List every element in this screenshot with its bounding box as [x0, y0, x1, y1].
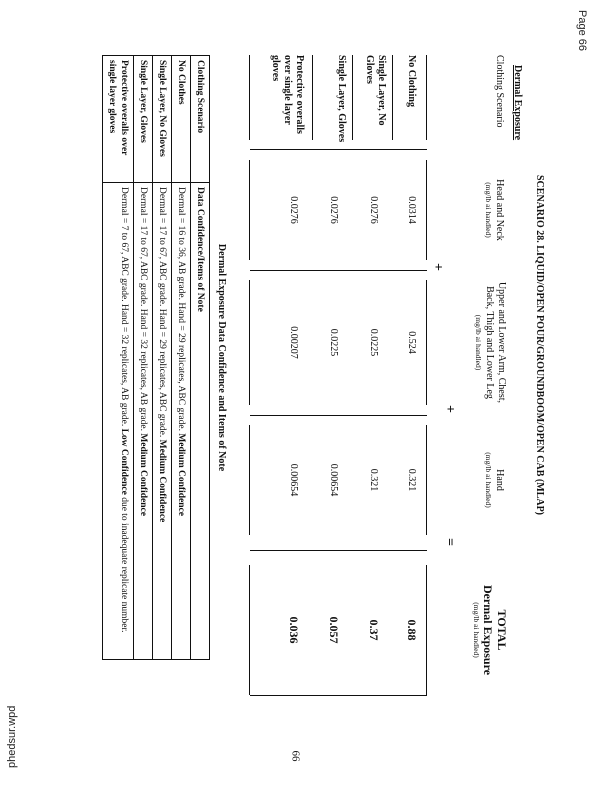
row-label-no-clothing: No Clothing — [406, 55, 417, 107]
value-upper: 0.524 — [406, 331, 417, 354]
value-hand: 0.00654 — [328, 463, 339, 497]
col-total-header: TOTAL Dermal Exposure (mg/lb ai handled) — [472, 584, 509, 676]
scenario-cell: Single Layer, Gloves — [134, 56, 153, 183]
page-number-side: Page 66 — [576, 10, 588, 51]
table-row — [172, 56, 191, 660]
value-head-neck: 0.0276 — [288, 196, 299, 224]
confidence-table — [102, 55, 210, 660]
confidence-cell: Dermal = 17 to 67, ABC grade. Hand = 29 replicates, ABC grade. Medium Confidence — [153, 183, 172, 660]
table-row — [153, 56, 172, 660]
table-row — [103, 56, 134, 660]
confidence-cell: Dermal = 7 to 67, ABC grade. Hand = 32 replicates, AB grade. Low Confidence due to inadequate replicate number. — [103, 183, 134, 660]
col-scenario-header: Clothing Scenario — [494, 55, 505, 128]
value-head-neck: 0.0314 — [406, 196, 417, 224]
plus-operator: + — [442, 405, 457, 413]
value-head-neck: 0.0276 — [368, 196, 379, 224]
col-upper-header: Upper and Lower Arm, Chest, Back, Thigh and Lower Leg (mg/lb ai handled) — [474, 281, 507, 404]
value-total: 0.88 — [405, 619, 419, 641]
confidence-cell: Dermal = 17 to 67, ABC grade. Hand = 32 replicates, AB grade. Medium Confidence — [134, 183, 153, 660]
value-head-neck: 0.0276 — [328, 196, 339, 224]
dermal-exposure-label: Dermal Exposure — [512, 65, 523, 141]
value-hand: 0.321 — [406, 468, 417, 492]
table-row — [134, 56, 153, 660]
confidence-title: Dermal Exposure Data Confidence and Items of Note — [216, 243, 227, 472]
value-total: 0.057 — [327, 616, 341, 644]
equals-operator: = — [442, 538, 457, 546]
page-title: SCENARIO 28. LIQUID/OPEN POUR/GROUNDBOOM/OPEN CAB (MLAP) — [534, 175, 545, 516]
rotated-page-content — [75, 45, 545, 735]
col-hand-header: Hand (mg/lb ai handled) — [484, 452, 505, 508]
plus-operator: + — [430, 263, 445, 271]
scenario-cell: No Clothes — [172, 56, 191, 183]
row-label-single-layer-no-gloves: Single Layer, No Gloves — [364, 55, 387, 126]
value-hand: 0.321 — [368, 468, 379, 492]
value-hand: 0.00654 — [288, 463, 299, 497]
page-footer: 66 — [289, 750, 302, 762]
scenario-cell: Protective overalls over single layer gloves — [103, 56, 134, 183]
table-header-row — [191, 56, 210, 660]
scenario-cell: Single Layer, No Gloves — [153, 56, 172, 183]
value-upper: 0.0225 — [328, 328, 339, 357]
col-header: Data Confidence/Items of Note — [191, 183, 210, 660]
value-total: 0.37 — [367, 619, 381, 641]
row-label-single-layer-gloves: Single Layer, Gloves — [336, 55, 347, 143]
value-total: 0.036 — [287, 616, 301, 644]
value-upper: 0.00207 — [288, 326, 299, 359]
col-head-neck-header: Head and Neck (mg/lb ai handled) — [484, 179, 505, 241]
filename-label: phedsur.wpd — [6, 705, 18, 768]
row-label-protective-overalls: Protective overalls over single layer gloves — [270, 55, 305, 134]
value-upper: 0.0225 — [368, 328, 379, 357]
col-header: Clothing Scenario — [191, 56, 210, 183]
confidence-cell: Dermal = 16 to 36, AB grade. Hand = 29 replicates, ABC grade. Medium Confidence — [172, 183, 191, 660]
